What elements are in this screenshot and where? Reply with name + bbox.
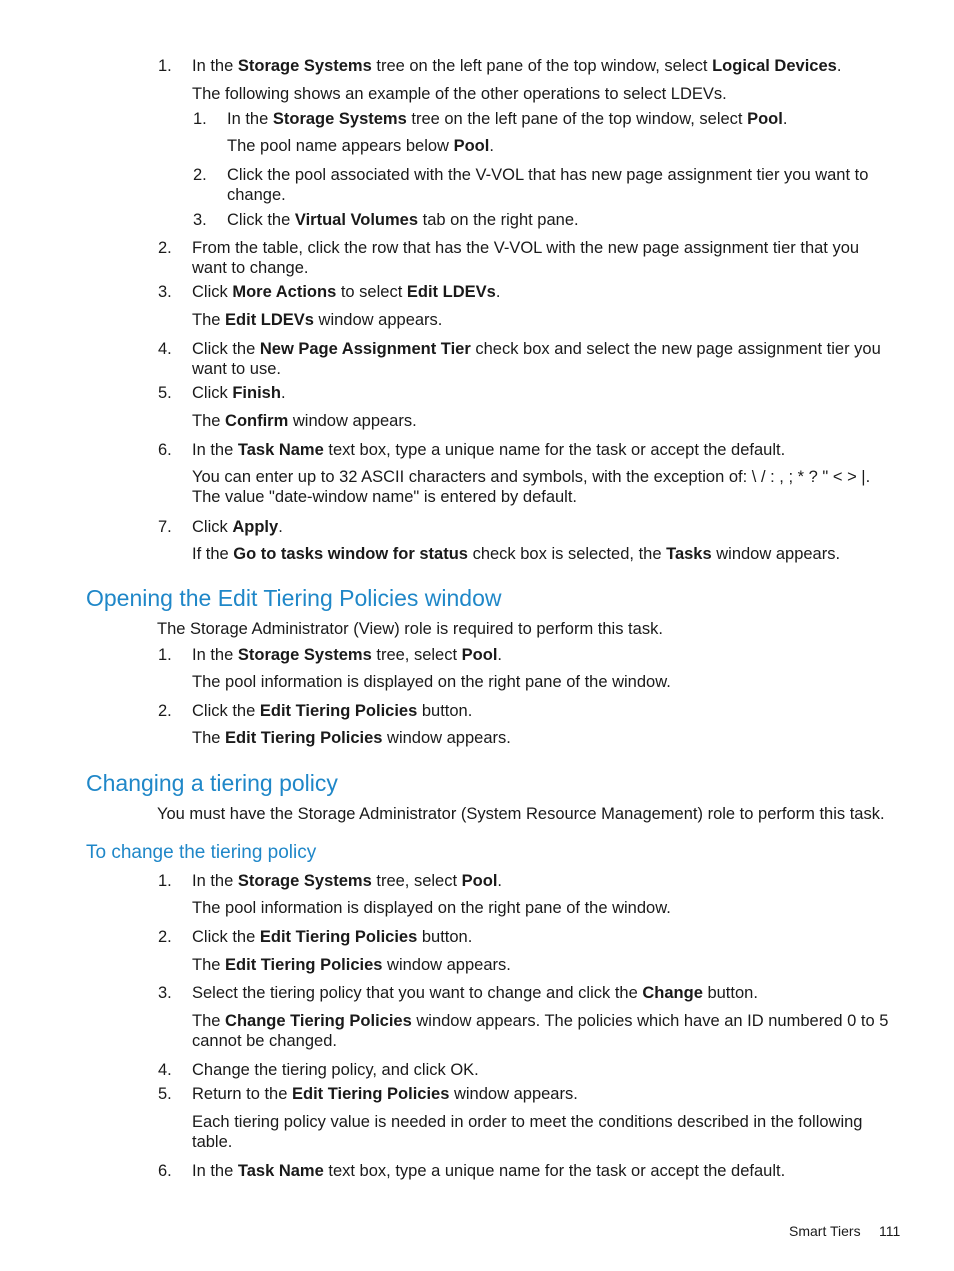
step-number: 6.	[158, 1162, 172, 1180]
step-note: The following shows an example of the other operations to select LDEVs.	[192, 85, 727, 103]
section-heading: Changing a tiering policy	[86, 770, 338, 796]
step-number: 4.	[158, 340, 172, 358]
step-number: 2.	[158, 702, 172, 720]
step-number: 2.	[158, 928, 172, 946]
step-text: Click Apply.	[192, 518, 283, 536]
step-text: From the table, click the row that has the V-VOL with the new page assignment tier that you want to change.	[192, 239, 860, 277]
page-number: 111	[879, 1223, 901, 1239]
step-note: The Confirm window appears.	[192, 412, 417, 430]
step-number: 6.	[158, 441, 172, 459]
step-number: 1.	[158, 57, 172, 75]
step-note: The pool information is displayed on the right pane of the window.	[192, 673, 671, 691]
section-heading: Opening the Edit Tiering Policies window	[86, 585, 502, 611]
step-text: Click the Edit Tiering Policies button.	[192, 702, 473, 720]
step-note: The Edit Tiering Policies window appears.	[192, 729, 511, 747]
step-note: The Edit Tiering Policies window appears.	[192, 956, 511, 974]
section-intro: You must have the Storage Administrator (System Resource Management) role to perform this task.	[157, 805, 885, 823]
step-number: 3.	[158, 283, 172, 301]
substep-text: In the Storage Systems tree on the left pane of the top window, select Pool.	[227, 110, 788, 128]
step-text: Click More Actions to select Edit LDEVs.	[192, 283, 501, 301]
substep-number: 3.	[193, 211, 207, 229]
substep-number: 1.	[193, 110, 207, 128]
step-text: Click the Edit Tiering Policies button.	[192, 928, 473, 946]
step-number: 3.	[158, 984, 172, 1002]
step-number: 1.	[158, 646, 172, 664]
substep-text: Click the pool associated with the V-VOL that has new page assignment tier you want to change.	[227, 166, 869, 204]
step-text: Change the tiering policy, and click OK.	[192, 1061, 479, 1079]
step-note: The Change Tiering Policies window appears. The policies which have an ID numbered 0 to 5 cannot be changed.	[192, 1012, 889, 1050]
step-note: Each tiering policy value is needed in order to meet the conditions described in the following table.	[192, 1113, 863, 1151]
footer-section-name: Smart Tiers	[789, 1223, 861, 1239]
step-text: In the Task Name text box, type a unique name for the task or accept the default.	[192, 1162, 786, 1180]
substep-note: The pool name appears below Pool.	[227, 137, 494, 155]
step-text: In the Storage Systems tree, select Pool.	[192, 872, 502, 890]
step-number: 5.	[158, 1085, 172, 1103]
step-text: Select the tiering policy that you want to change and click the Change button.	[192, 984, 758, 1002]
step-text: Return to the Edit Tiering Policies window appears.	[192, 1085, 578, 1103]
step-note: If the Go to tasks window for status check box is selected, the Tasks window appears.	[192, 545, 841, 563]
substep-text: Click the Virtual Volumes tab on the right pane.	[227, 211, 579, 229]
step-number: 2.	[158, 239, 172, 257]
step-note: You can enter up to 32 ASCII characters and symbols, with the exception of: \ / : , ; * ? " < > |. The value "date-window name" is entered by default.	[192, 468, 871, 506]
step-note: The pool information is displayed on the right pane of the window.	[192, 899, 671, 917]
section-intro: The Storage Administrator (View) role is required to perform this task.	[157, 620, 663, 638]
step-number: 1.	[158, 872, 172, 890]
step-text: In the Storage Systems tree, select Pool.	[192, 646, 502, 664]
step-number: 7.	[158, 518, 172, 536]
step-text: Click the New Page Assignment Tier check box and select the new page assignment tier you want to use.	[192, 340, 881, 378]
substep-number: 2.	[193, 166, 207, 184]
step-number: 5.	[158, 384, 172, 402]
step-number: 4.	[158, 1061, 172, 1079]
step-text: In the Storage Systems tree on the left pane of the top window, select Logical Devices.	[192, 57, 842, 75]
procedure-heading: To change the tiering policy	[86, 842, 317, 863]
step-text: Click Finish.	[192, 384, 286, 402]
step-text: In the Task Name text box, type a unique name for the task or accept the default.	[192, 441, 786, 459]
step-note: The Edit LDEVs window appears.	[192, 311, 443, 329]
